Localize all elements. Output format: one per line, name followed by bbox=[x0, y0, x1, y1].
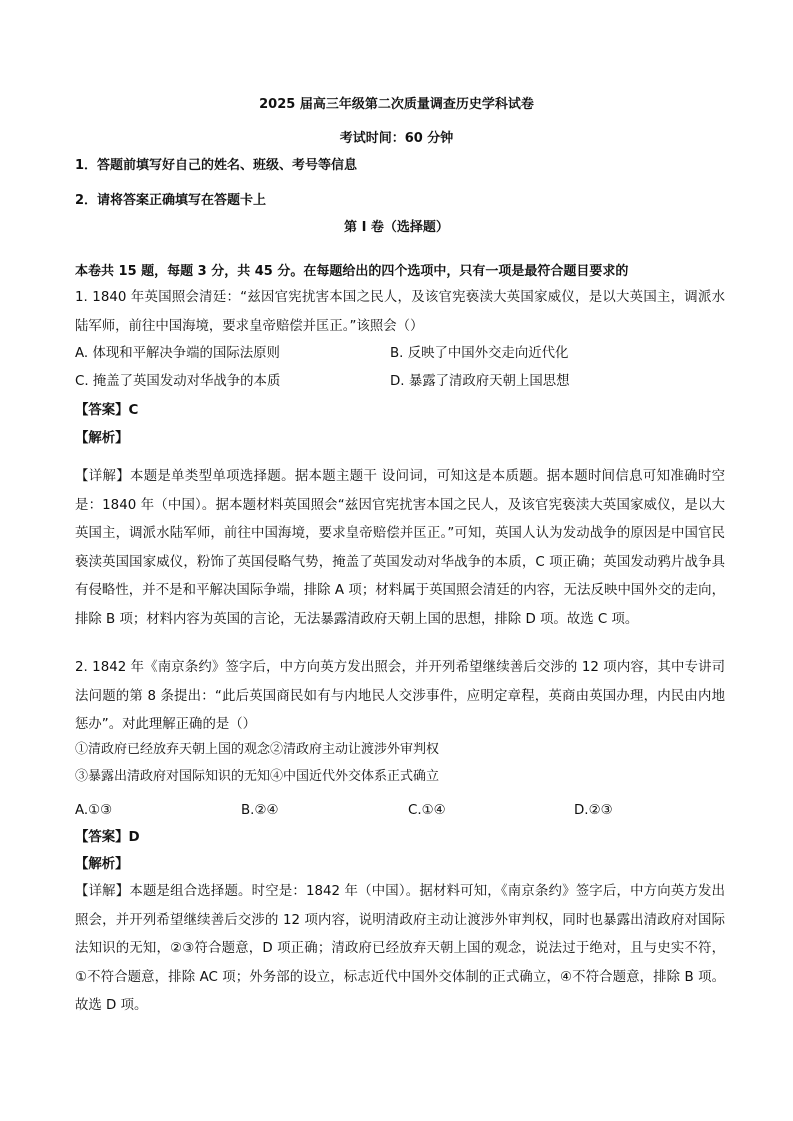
q2-statements-2: ③暴露出清政府对国际知识的无知④中国近代外交体系正式确立 bbox=[75, 769, 440, 784]
note-2: 2．请将答案正确填写在答题卡上 bbox=[75, 193, 267, 208]
q1-answer: 【答案】C bbox=[75, 403, 139, 418]
q2-option-b: B.②④ bbox=[241, 803, 279, 818]
q1-analysis-label: 【解析】 bbox=[75, 431, 129, 446]
q2-statements-1: ①清政府已经放弃天朝上国的观念②清政府主动让渡涉外审判权 bbox=[75, 742, 440, 757]
q2-option-a: A.①③ bbox=[75, 803, 113, 818]
q1-detail: 【详解】本题是单类型单项选择题。据本题主题干 设问词，可知这是本质题。据本题时间信息可知准确时空是：1840 年（中国）。据本题材料英国照会“兹因官宪扰害本国之民人，及该官宪亵渎大英国家威仪，是以大英国主，调派水陆军师，前往中国海境，要求皇帝赔偿并匡正。”可知，英国人认为发动战争的原因是中国官民亵渎英国国家威仪，粉饰了英国侵略气势，掩盖了英国发动对华战争的本质，C 项正确；英国发动鸦片战争具有侵略性，并不是和平解决国际争端，排除 A 项；材料属于英国照会清廷的内容，无法反映中国外交的走向，排除 B 项；材料内容为英国的言论，无法暴露清政府天朝上国的思想，排除 D 项。故选 C 项。 bbox=[75, 469, 725, 627]
q2-detail: 【详解】本题是组合选择题。时空是：1842 年（中国）。据材料可知，《南京条约》签字后，中方向英方发出照会，并开列希望继续善后交涉的 12 项内容，说明清政府主动让渡涉外审判权，同时也暴露出清政府对国际法知识的无知，②③符合题意，D 项正确；清政府已经放弃天朝上国的观念，说法过于绝对，且与史实不符，①不符合题意，排除 AC 项；外务部的设立，标志近代中国外交体制的正式确立，④不符合题意，排除 B 项。故选 D 项。 bbox=[75, 884, 725, 1013]
exam-title: 2025 届高三年级第二次质量调查历史学科试卷 bbox=[259, 97, 534, 112]
q1-option-d: D. 暴露了清政府天朝上国思想 bbox=[390, 374, 570, 389]
q1-stem: 1. 1840 年英国照会清廷：“兹因官宪扰害本国之民人，及该官宪亵渎大英国家威仪，是以大英国主，调派水陆军师，前往中国海境，要求皇帝赔偿并匡正。”该照会（） bbox=[75, 290, 725, 334]
section-title: 第 I 卷（选择题） bbox=[344, 220, 449, 235]
q1-option-b: B. 反映了中国外交走向近代化 bbox=[390, 346, 569, 361]
q2-stem: 2. 1842 年《南京条约》签字后，中方向英方发出照会，并开列希望继续善后交涉的 12 项内容，其中专讲司法问题的第 8 条提出：“此后英国商民如有与内地民人交涉事件，应明定章程，英商由英国办理，内民由内地惩办”。对此理解正确的是（） bbox=[75, 660, 725, 732]
exam-time: 考试时间：60 分钟 bbox=[339, 131, 454, 146]
q1-option-a: A. 体现和平解决争端的国际法原则 bbox=[75, 346, 280, 361]
q2-analysis-label: 【解析】 bbox=[75, 857, 129, 872]
note-1: 1．答题前填写好自己的姓名、班级、考号等信息 bbox=[75, 158, 358, 173]
q1-option-c: C. 掩盖了英国发动对华战争的本质 bbox=[75, 374, 281, 389]
q2-answer: 【答案】D bbox=[75, 830, 140, 845]
section-intro: 本卷共 15 题，每题 3 分，共 45 分。在每题给出的四个选项中，只有一项是最符合题目要求的 bbox=[75, 264, 629, 279]
q2-option-c: C.①④ bbox=[408, 803, 446, 818]
q2-option-d: D.②③ bbox=[574, 803, 613, 818]
